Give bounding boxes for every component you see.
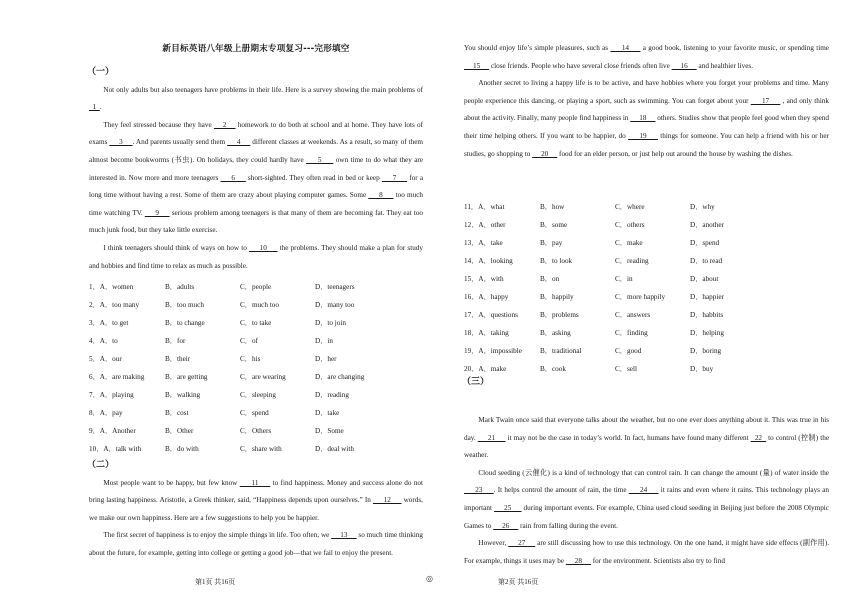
blank-2[interactable]: 2 [213,120,236,129]
blank-10[interactable]: 10 [248,243,278,252]
option-choice-a[interactable]: 1．A．women [89,283,134,291]
option-choice-a[interactable]: 17．A．questions [464,311,518,319]
blank-11[interactable]: 11 [239,478,271,487]
option-choice-d[interactable]: D．boring [690,347,722,355]
paragraph: I think teenagers should think of ways on how to 10 the problems. They should make a plan for study and hobbies and find time to relax as much as possible. [89,243,423,270]
paragraph: Mark Twain once said that everyone talks about the weather, but no one ever does anything about it. This was true in his day. 21 it may not be the case in today’s world. In fact, humans have found many different 22 to control (控制) the weather. [464,416,830,460]
option-choice-d[interactable]: D．why [690,203,715,211]
option-choice-d[interactable]: D．teenagers [315,283,355,291]
option-choice-c[interactable]: C．are wearing [240,373,286,381]
option-choice-c[interactable]: C．share with [240,445,282,453]
blank-25[interactable]: 25 [493,503,522,512]
passage-two-continued [464,40,829,163]
option-choice-d[interactable]: D．about [690,275,719,283]
passage-two-start [89,457,423,563]
option-choice-d[interactable]: D．spend [690,239,720,247]
option-choice-b[interactable]: B．adults [165,283,195,291]
option-choice-a[interactable]: 12．A．other [464,221,506,229]
paragraph: You should enjoy life’s simple pleasures, such as 14 a good book, listening to your favorite music, or spending time 15 close friends. People who have several close friends often live 16 and healthier lives. [464,44,829,70]
option-choice-b[interactable]: B．for [165,337,186,345]
option-row [89,278,423,296]
option-row [464,342,829,360]
option-choice-c[interactable]: C．where [615,203,645,211]
option-choice-d[interactable]: D．helping [690,329,724,337]
option-choice-a[interactable]: 6．A．are making [89,373,145,381]
option-choice-a[interactable]: 11．A．what [464,203,505,211]
option-choice-b[interactable]: B．to change [165,319,205,327]
option-row [89,314,423,332]
blank-22[interactable]: 22 [750,433,767,442]
blank-19[interactable]: 19 [628,131,658,140]
option-row [89,404,423,422]
option-choice-a[interactable]: 20．A．make [464,365,507,373]
blank-8[interactable]: 8 [368,191,394,200]
option-choice-c[interactable]: C．good [615,347,642,355]
option-choice-b[interactable]: B．on [540,275,560,283]
option-choice-a[interactable]: 10．A．talk with [89,445,142,453]
blank-21[interactable]: 21 [477,433,506,442]
blank-27[interactable]: 27 [508,539,536,548]
section-three-heading-block [464,374,829,392]
page-title: 新目标英语八年级上册期末专项复习---完形填空 [162,44,350,54]
paragraph: They feel stressed because they have 2 homework to do both at school and at home. They have lots of exams 3 . And parents usually send them 4 different classes at weekends. As a result, so many of them almost become bookworms (书虫). On holidays, they could hardly have 5 own time to do what they are interested in. Now more and more teenagers 6 short-sighted. They often read in bed or keep 7 for a long time without having a rest. Some of them are crazy about playing computer games. Some 8 too much time watching TV. 9 serious problem among teenagers is that many of them are becoming fat. They eat too much junk food, but they take little exercise. [89,120,424,235]
option-choice-b[interactable]: B．how [540,203,565,211]
blank-28[interactable]: 28 [565,556,591,565]
blank-6[interactable]: 6 [220,173,246,182]
option-choice-c[interactable]: C．Others [240,427,272,435]
option-choice-c[interactable]: C．in [615,275,633,283]
blank-14[interactable]: 14 [610,44,641,52]
option-choice-c[interactable]: C．spend [240,409,269,417]
option-choice-b[interactable]: B．cook [540,365,566,373]
option-row [89,332,423,350]
option-row [464,198,829,216]
option-choice-b[interactable]: B．their [165,355,191,363]
option-choice-a[interactable]: 15．A．with [464,275,504,283]
section-heading-three: （三） [462,377,490,387]
option-choice-b[interactable]: B．traditional [540,347,582,355]
options-11-20 [464,198,829,378]
binding-mark-icon: ◎ [426,574,433,583]
option-row [464,288,829,306]
option-choice-c[interactable]: C．reading [615,257,649,265]
option-choice-d[interactable]: D．Some [315,427,344,435]
blank-26[interactable]: 26 [493,521,519,530]
blank-9[interactable]: 9 [144,208,170,217]
option-choice-b[interactable]: B．happily [540,293,574,301]
blank-12[interactable]: 12 [372,496,402,505]
option-choice-b[interactable]: B．problems [540,311,579,319]
option-choice-a[interactable]: 7．A．playing [89,391,134,399]
option-choice-a[interactable]: 2．A．too many [89,301,140,309]
paragraph: The first secret of happiness is to enjoy the simple things in life. Too often, we 13 so much time thinking about the future, for example, getting into college or getting a good job—that we fail to enjoy the present. [89,531,424,557]
option-choice-d[interactable]: D．deal with [315,445,354,453]
option-choice-c[interactable]: C．sell [615,365,637,373]
option-choice-d[interactable]: D．reading [315,391,349,399]
option-row [89,422,423,440]
option-row [464,234,829,252]
option-choice-c[interactable]: C．of [240,337,258,345]
option-choice-c[interactable]: C．more happily [615,293,666,301]
option-choice-c[interactable]: C．answers [615,311,651,319]
blank-4[interactable]: 4 [227,138,251,147]
option-row [464,324,829,342]
blank-18[interactable]: 18 [630,114,656,123]
option-choice-d[interactable]: D．habbits [690,311,724,319]
option-choice-a[interactable]: 5．A．our [89,355,122,363]
option-choice-a[interactable]: 3．A．to get [89,319,129,327]
option-choice-b[interactable]: B．to look [540,257,573,265]
passage-one [89,64,423,275]
section-heading-one: （一） [87,67,115,77]
option-choice-b[interactable]: B．cost [165,409,189,417]
option-choice-d[interactable]: D．another [690,221,724,229]
option-choice-c[interactable]: C．others [615,221,645,229]
option-choice-b[interactable]: B．walking [165,391,201,399]
option-choice-a[interactable]: 13．A．take [464,239,503,247]
option-row [89,296,423,314]
option-choice-c[interactable]: C．his [240,355,261,363]
option-choice-a[interactable]: 16．A．happy [464,293,509,301]
page-footer-left: 第1页 共16页 [195,578,236,586]
blank-15[interactable]: 15 [464,61,490,70]
option-choice-b[interactable]: B．do with [165,445,199,453]
option-choice-a[interactable]: 4．A．to [89,337,118,345]
option-choice-d[interactable]: D．her [315,355,337,363]
option-choice-d[interactable]: D．to read [690,257,723,265]
option-choice-b[interactable]: B．too much [165,301,204,309]
paragraph: Not only adults but also teenagers have problems in their life. Here is a survey showing the main problems of 1 . [89,85,423,112]
options-1-10 [89,278,423,458]
option-choice-d[interactable]: D．in [315,337,333,345]
option-choice-d[interactable]: D．are changing [315,373,365,381]
paragraph: Another secret to living a happy life is to be active, and have hobbies where you forget your problems and time. Many people experience this dancing, or playing a sport, such as swimming. You can forget about your 17 , and only think about the activity. Finally, many people find happiness in 18 others. Studies show that people feel good when they spend their time helping others. If you want to be happier, do 19 things for someone. You can help a friend with his or her studies, go shopping to 20 food for an elder person, or just help out around the house by washing the dishes. [464,79,830,158]
blank-13[interactable]: 13 [331,531,357,540]
option-choice-a[interactable]: 9．A．Another [89,427,136,435]
blank-16[interactable]: 16 [671,61,697,70]
option-choice-b[interactable]: B．some [540,221,568,229]
option-row [464,270,829,288]
option-choice-d[interactable]: D．take [315,409,340,417]
option-row [89,350,423,368]
option-row [89,368,423,386]
option-choice-a[interactable]: 14．A．looking [464,257,513,265]
option-choice-c[interactable]: C．make [615,239,643,247]
blank-24[interactable]: 24 [628,486,659,495]
option-choice-a[interactable]: 8．A．pay [89,409,123,417]
option-choice-d[interactable]: D．happier [690,293,724,301]
option-choice-c[interactable]: C．much too [240,301,279,309]
blank-7[interactable]: 7 [381,173,408,182]
option-row [89,440,423,458]
option-choice-b[interactable]: B．are getting [165,373,208,381]
option-choice-b[interactable]: B．pay [540,239,563,247]
option-choice-a[interactable]: 18．A．taking [464,329,509,337]
option-row [464,306,829,324]
option-choice-c[interactable]: C．finding [615,329,648,337]
blank-23[interactable]: 23 [464,486,494,495]
right-page [430,0,860,608]
option-choice-c[interactable]: C．to take [240,319,272,327]
section-heading-two: （二） [87,460,115,470]
option-row [89,386,423,404]
passage-three [464,412,829,570]
blank-20[interactable]: 20 [532,149,558,158]
option-choice-a[interactable]: 19．A．impossible [464,347,522,355]
blank-3[interactable]: 3 [109,138,133,147]
option-row [464,216,829,234]
paragraph: Cloud seeding (云催化) is a kind of technology that can control rain. It can change the amount (量) of water inside the 23 . It helps control the amount of rain, the time 24 it rains and even where it rains. This technology plays an important 25 during important events. For example, China used cloud seeding in Beijing just before the 2008 Olympic Games to 26 rain from falling during the event. [464,468,830,530]
option-choice-c[interactable]: C．sleeping [240,391,276,399]
paragraph: Most people want to be happy, but few know 11 to find happiness. Money and success alone do not bring lasting happiness. Aristotle, a Greek thinker, said, “Happiness depends upon ourselves.” In 12 words, we make our own happiness. Here are a few suggestions to help you be happier. [89,478,424,522]
option-row [464,252,829,270]
option-choice-c[interactable]: C．people [240,283,272,291]
page-footer-right: 第2页 共16页 [498,578,539,586]
blank-1[interactable]: 1 [89,103,100,112]
blank-17[interactable]: 17 [750,96,781,105]
option-choice-d[interactable]: D．many too [315,301,355,309]
option-choice-d[interactable]: D．buy [690,365,714,373]
option-choice-b[interactable]: B．asking [540,329,571,337]
paragraph: However, 27 are still discussing how to use this technology. On the one hand, it might have side effects (副作用). For example, things it uses may be 28 for the environment. Scientists also try to find [464,539,830,565]
option-choice-b[interactable]: B．Other [165,427,194,435]
option-choice-d[interactable]: D．to join [315,319,346,327]
blank-5[interactable]: 5 [306,155,334,164]
